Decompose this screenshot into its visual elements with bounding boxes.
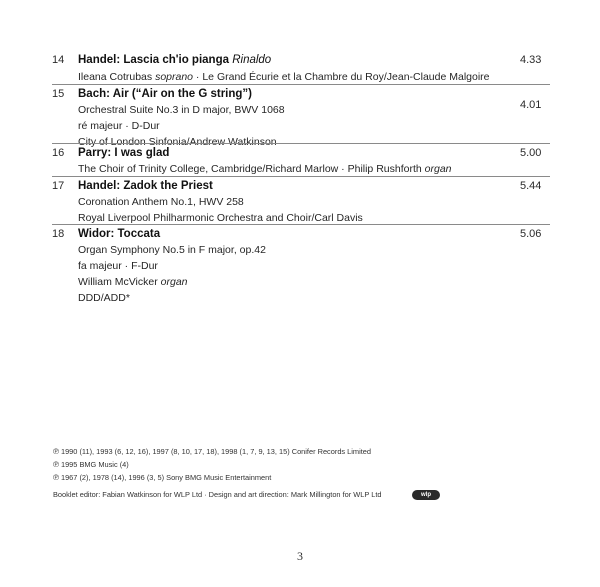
track-duration: 5.44 [520, 180, 542, 192]
divider [52, 224, 550, 225]
track-number: 15 [52, 88, 65, 100]
track-work-line: Organ Symphony No.5 in F major, op.42 [78, 244, 266, 256]
track-work: Rinaldo [232, 54, 272, 66]
track-performers: Ileana Cotrubas soprano · Le Grand Écurie et la Chambre du Roy/Jean-Claude Malgoire [78, 71, 490, 83]
divider [52, 176, 550, 177]
credit-line: ℗ 1995 BMG Music (4) [53, 460, 129, 469]
page-number: 3 [297, 549, 303, 563]
track-number: 16 [52, 147, 65, 159]
track-performers: City of London Sinfonia/Andrew Watkinson [78, 136, 277, 148]
track-title: Parry: I was glad [78, 147, 170, 159]
divider [52, 143, 550, 144]
credit-line: ℗ 1990 (11), 1993 (6, 12, 16), 1997 (8, 10, 17, 18), 1998 (1, 7, 9, 13, 15) Conifer Records Limited [53, 447, 372, 456]
phonogram-icon: ℗ [53, 473, 59, 482]
wlp-logo: wlp [412, 490, 440, 500]
track-number: 17 [52, 180, 65, 192]
divider [52, 84, 550, 85]
booklet-credit: Booklet editor: Fabian Watkinson for WLP Ltd · Design and art direction: Mark Millington for WLP Ltd [53, 490, 382, 499]
track-title: Handel: Zadok the Priest [78, 180, 213, 192]
credit-line: ℗ 1967 (2), 1978 (14), 1996 (3, 5) Sony BMG Music Entertainment [53, 473, 272, 482]
track-key-line: fa majeur · F-Dur [78, 260, 158, 272]
track-work-line: Coronation Anthem No.1, HWV 258 [78, 196, 244, 208]
track-performers: The Choir of Trinity College, Cambridge/Richard Marlow · Philip Rushforth organ [78, 163, 452, 175]
track-title: Widor: Toccata [78, 228, 161, 240]
track-number: 18 [52, 228, 65, 240]
recording-code: DDD/ADD* [78, 292, 130, 304]
track-title: Bach: Air (“Air on the G string”) [78, 88, 252, 100]
phonogram-icon: ℗ [53, 460, 59, 469]
track-work-line: Orchestral Suite No.3 in D major, BWV 1068 [78, 104, 285, 116]
track-performers: Royal Liverpool Philharmonic Orchestra and Choir/Carl Davis [78, 212, 363, 224]
track-duration: 5.06 [520, 228, 542, 240]
track-performers: William McVicker organ [78, 276, 188, 288]
track-duration: 5.00 [520, 147, 542, 159]
track-number: 14 [52, 54, 65, 66]
track-key-line: ré majeur · D-Dur [78, 120, 160, 132]
track-title [78, 52, 271, 68]
phonogram-icon: ℗ [53, 447, 59, 456]
track-duration: 4.33 [520, 54, 542, 66]
track-duration: 4.01 [520, 99, 542, 111]
track-title-text: Handel: Lascia ch'io pianga [78, 54, 229, 66]
